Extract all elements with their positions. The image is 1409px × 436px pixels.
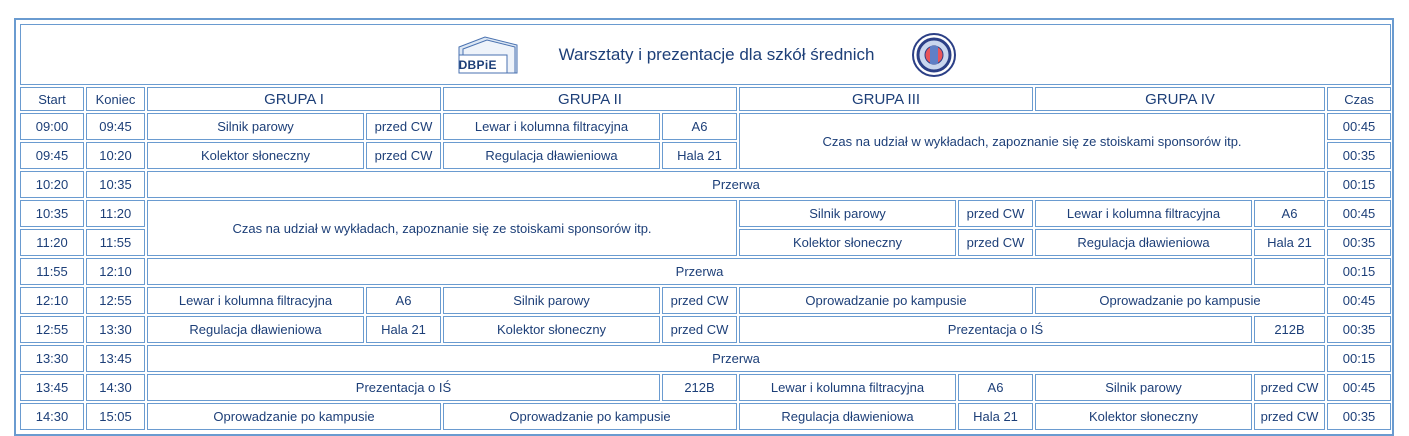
- start-time: 11:55: [20, 258, 84, 285]
- activity-cell: Kolektor słoneczny: [147, 142, 364, 169]
- free-time-cell: Czas na udział w wykładach, zapoznanie się ze stoiskami sponsorów itp.: [147, 200, 737, 256]
- break-cell: Przerwa: [147, 345, 1325, 372]
- room-cell: Hala 21: [662, 142, 737, 169]
- duration: 00:45: [1327, 113, 1391, 140]
- start-time: 10:35: [20, 200, 84, 227]
- table-row: [20, 374, 1391, 401]
- activity-cell: Silnik parowy: [1035, 374, 1252, 401]
- end-time: 12:10: [86, 258, 145, 285]
- col-duration: Czas: [1327, 87, 1391, 111]
- activity-cell: Lewar i kolumna filtracyjna: [739, 374, 956, 401]
- title-row: [20, 24, 1391, 85]
- duration: 00:35: [1327, 316, 1391, 343]
- duration: 00:35: [1327, 229, 1391, 256]
- activity-cell: Silnik parowy: [147, 113, 364, 140]
- end-time: 11:55: [86, 229, 145, 256]
- end-time: 09:45: [86, 113, 145, 140]
- room-cell: 212B: [1254, 316, 1325, 343]
- activity-cell: Regulacja dławieniowa: [147, 316, 364, 343]
- activity-cell: Prezentacja o IŚ: [147, 374, 660, 401]
- dbpie-logo-icon: [455, 35, 521, 75]
- activity-cell: Silnik parowy: [739, 200, 956, 227]
- activity-cell: Oprowadzanie po kampusie: [1035, 287, 1325, 314]
- university-seal-icon: [912, 33, 956, 77]
- activity-cell: Kolektor słoneczny: [1035, 403, 1252, 430]
- room-cell: Hala 21: [1254, 229, 1325, 256]
- column-header-row: [20, 87, 1391, 111]
- start-time: 09:45: [20, 142, 84, 169]
- col-group-4: GRUPA IV: [1035, 87, 1325, 111]
- break-cell: Przerwa: [147, 258, 1252, 285]
- room-cell: A6: [366, 287, 441, 314]
- end-time: 13:30: [86, 316, 145, 343]
- activity-cell: Kolektor słoneczny: [739, 229, 956, 256]
- start-time: 10:20: [20, 171, 84, 198]
- table-row: [20, 403, 1391, 430]
- end-time: 11:20: [86, 200, 145, 227]
- col-group-3: GRUPA III: [739, 87, 1033, 111]
- page-title: Warsztaty i prezentacje dla szkół średnich: [558, 44, 875, 64]
- duration: 00:45: [1327, 200, 1391, 227]
- start-time: 13:45: [20, 374, 84, 401]
- room-cell: 212B: [662, 374, 737, 401]
- duration: 00:15: [1327, 171, 1391, 198]
- dbpie-logo-text: DBPiE: [458, 57, 497, 72]
- room-cell: przed CW: [366, 142, 441, 169]
- schedule-frame: [14, 18, 1394, 436]
- schedule-table: [18, 22, 1393, 432]
- start-time: 14:30: [20, 403, 84, 430]
- activity-cell: Silnik parowy: [443, 287, 660, 314]
- table-row: [20, 171, 1391, 198]
- table-row: [20, 200, 1391, 227]
- start-time: 09:00: [20, 113, 84, 140]
- room-cell: przed CW: [958, 229, 1033, 256]
- room-cell: przed CW: [1254, 403, 1325, 430]
- start-time: 13:30: [20, 345, 84, 372]
- free-time-cell: Czas na udział w wykładach, zapoznanie się ze stoiskami sponsorów itp.: [739, 113, 1325, 169]
- room-cell: przed CW: [1254, 374, 1325, 401]
- break-cell: Przerwa: [147, 171, 1325, 198]
- duration: 00:45: [1327, 374, 1391, 401]
- table-row: [20, 113, 1391, 140]
- end-time: 12:55: [86, 287, 145, 314]
- room-cell: A6: [958, 374, 1033, 401]
- activity-cell: Lewar i kolumna filtracyjna: [147, 287, 364, 314]
- end-time: 15:05: [86, 403, 145, 430]
- activity-cell: Oprowadzanie po kampusie: [443, 403, 737, 430]
- room-cell: A6: [662, 113, 737, 140]
- start-time: 12:10: [20, 287, 84, 314]
- table-row: [20, 345, 1391, 372]
- table-row: [20, 258, 1391, 285]
- end-time: 10:20: [86, 142, 145, 169]
- duration: 00:35: [1327, 142, 1391, 169]
- table-row: [20, 287, 1391, 314]
- activity-cell: Kolektor słoneczny: [443, 316, 660, 343]
- activity-cell: Oprowadzanie po kampusie: [147, 403, 441, 430]
- col-end: Koniec: [86, 87, 145, 111]
- table-row: [20, 316, 1391, 343]
- activity-cell: Prezentacja o IŚ: [739, 316, 1252, 343]
- title-cell: [20, 24, 1391, 85]
- activity-cell: Regulacja dławieniowa: [739, 403, 956, 430]
- col-group-1: GRUPA I: [147, 87, 441, 111]
- end-time: 10:35: [86, 171, 145, 198]
- room-cell: Hala 21: [366, 316, 441, 343]
- col-group-2: GRUPA II: [443, 87, 737, 111]
- duration: 00:15: [1327, 345, 1391, 372]
- duration: 00:15: [1327, 258, 1391, 285]
- activity-cell: Lewar i kolumna filtracyjna: [1035, 200, 1252, 227]
- duration: 00:45: [1327, 287, 1391, 314]
- empty-cell: [1254, 258, 1325, 285]
- room-cell: przed CW: [662, 287, 737, 314]
- room-cell: przed CW: [958, 200, 1033, 227]
- duration: 00:35: [1327, 403, 1391, 430]
- room-cell: przed CW: [662, 316, 737, 343]
- room-cell: przed CW: [366, 113, 441, 140]
- activity-cell: Lewar i kolumna filtracyjna: [443, 113, 660, 140]
- col-start: Start: [20, 87, 84, 111]
- end-time: 14:30: [86, 374, 145, 401]
- activity-cell: Oprowadzanie po kampusie: [739, 287, 1033, 314]
- room-cell: Hala 21: [958, 403, 1033, 430]
- start-time: 12:55: [20, 316, 84, 343]
- activity-cell: Regulacja dławieniowa: [443, 142, 660, 169]
- start-time: 11:20: [20, 229, 84, 256]
- end-time: 13:45: [86, 345, 145, 372]
- room-cell: A6: [1254, 200, 1325, 227]
- activity-cell: Regulacja dławieniowa: [1035, 229, 1252, 256]
